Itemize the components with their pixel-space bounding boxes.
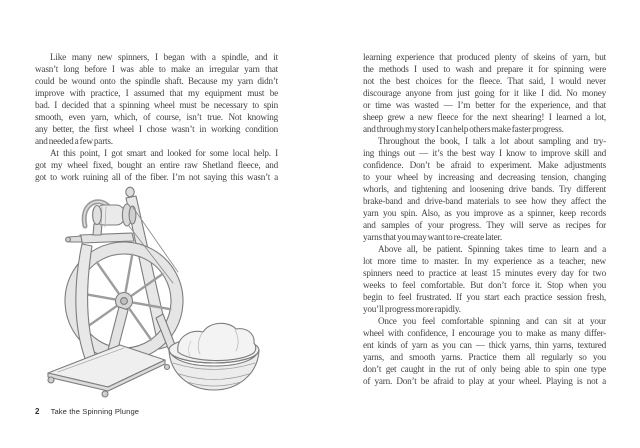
- mother-of-all: [66, 224, 134, 243]
- text-line: got to work ruining all of the fiber. I’m not saying this wasn’t a: [35, 172, 278, 182]
- fleece-basket: [169, 323, 259, 390]
- text-line: At this point, I got smart and looked for some local help. I: [50, 148, 278, 158]
- text-line: not the best choices for the fleece. That said, I would never: [363, 76, 606, 86]
- text-line: to your wheel by increasing and decreasing tension, changing: [363, 172, 606, 182]
- text-line: Like many new spinners, I began with a spindle, and it: [50, 52, 278, 62]
- flyer-assembly: [84, 202, 136, 227]
- text-line: lot more time to master. In my experience as a teacher, new: [363, 256, 606, 266]
- text-line: yarn you spin. Also, as you improve as a spinner, keep records: [363, 208, 606, 218]
- treadle-foot: [102, 391, 108, 397]
- text-line: improve with practice, I assumed that my equipment must be: [35, 88, 278, 98]
- text-line: sheep grew a new fleece for the next shearing! I learned a lot,: [363, 112, 606, 122]
- treadle-foot: [165, 365, 170, 370]
- text-line: begin to feel frustrated. If you start each practice session fresh,: [363, 292, 606, 302]
- text-line: the methods I used to wash and prepare it for spinning were: [363, 64, 606, 74]
- text-line: or time was wasted — I’m better for the experience, and that: [363, 100, 606, 110]
- text-line: brake-band and drive-band materials to see how they affect the: [363, 196, 606, 206]
- text-line: bad. I decided that a spinning wheel must be necessary to spin: [35, 100, 278, 110]
- spinning-wheel-illustration: [42, 186, 267, 401]
- text-line: wheel with confidence, I encourage you to make as many differ-: [363, 328, 606, 338]
- text-line: spinners need to practice at least 15 minutes every day for two: [363, 268, 606, 278]
- text-line: ent kinds of yarn as you can — thick yarns, thin yarns, textured: [363, 340, 606, 350]
- text-line: yarns, and smooth yarns. Practice them all regularly so you: [363, 352, 606, 362]
- text-line: and through my story I can help others make faster progress.: [363, 124, 564, 134]
- text-line: could be wound onto the spindle shaft. Because my yarn didn’t: [35, 76, 278, 86]
- text-line: any better, the first wheel I chose wasn’t in working condition: [35, 124, 278, 134]
- text-line: ing things out — it’s the best way I know to improve skill and: [363, 148, 606, 158]
- right-page-text: [363, 51, 606, 387]
- text-line: Above all, be patient. Spinning takes time to learn and a: [378, 244, 606, 254]
- text-line: of yarn. Don’t be afraid to play at your wheel. Playing is not a: [363, 376, 606, 386]
- tension-knob: [66, 237, 71, 242]
- text-line: don’t get caught in the rut of only being able to spin one type: [363, 364, 606, 374]
- finial-knob: [126, 187, 134, 197]
- text-line: confidence. Don’t be afraid to experiment. Make adjustments: [363, 160, 606, 170]
- running-title: Take the Spinning Plunge: [50, 407, 140, 416]
- text-line: smooth, even yarn, which, of course, isn’t true. Not knowing: [35, 112, 278, 122]
- text-line: discourage anyone from just going for it like I did. No money: [363, 88, 606, 98]
- text-line: and needed a few parts.: [35, 136, 113, 146]
- treadle-foot: [48, 377, 54, 383]
- text-line: Throughout the book, I talk a lot about sampling and try-: [378, 136, 606, 146]
- text-line: whorls, and tightening and loosening drive bands. Try different: [363, 184, 606, 194]
- text-line: yarns that you may want to re-create later.: [363, 232, 502, 242]
- text-line: weeks to feel comfortable. But don’t force it. Stop when you: [363, 280, 606, 290]
- left-page-text: [35, 51, 278, 183]
- text-line: Once you feel comfortable spinning and can sit at your: [378, 316, 606, 326]
- text-line: you’ll progress more rapidly.: [363, 304, 461, 314]
- text-line: learning experience that produced plenty of skeins of yarn, but: [363, 52, 606, 62]
- left-page-number: 2: [35, 407, 40, 416]
- text-line: and samples of your progress. They will serve as recipes for: [363, 220, 606, 230]
- left-page-footer: [35, 407, 139, 416]
- text-line: got my wheel fixed, bought an entire raw Shetland fleece, and: [35, 160, 278, 170]
- text-line: wasn’t long before I was able to make an irregular yarn that: [35, 64, 278, 74]
